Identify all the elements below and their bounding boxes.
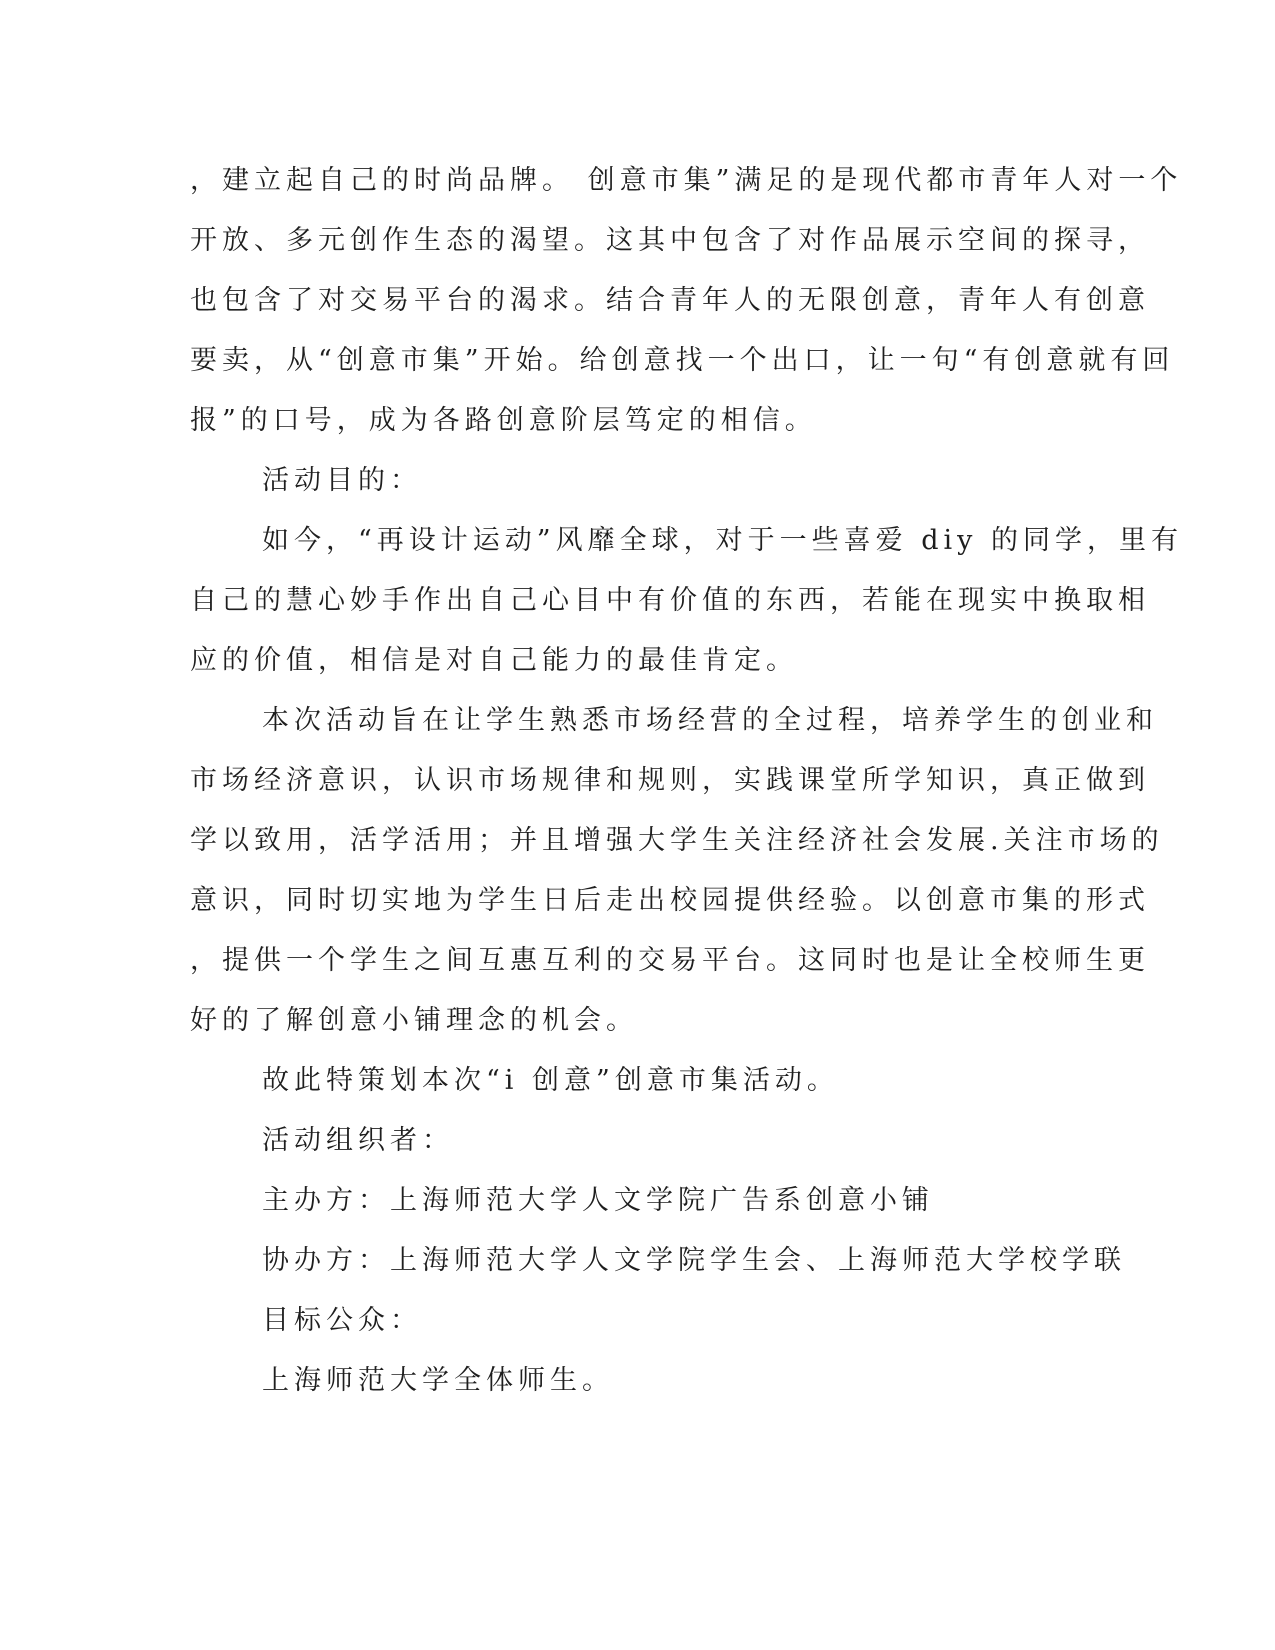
section-heading: 目标公众： (262, 1305, 422, 1336)
text-line: ，提供一个学生之间互惠互利的交易平台。这同时也是让全校师生更 (190, 945, 1150, 976)
text-line: 报”的口号，成为各路创意阶层笃定的相信。 (190, 405, 817, 436)
organizer-host: 主办方：上海师范大学人文学院广告系创意小铺 (262, 1185, 934, 1216)
text-line: ，建立起自己的时尚品牌。 创意市集”满足的是现代都市青年人对一个 (190, 165, 1183, 196)
section-heading: 活动组织者： (262, 1125, 454, 1156)
text-line: 自己的慧心妙手作出自己心目中有价值的东西，若能在现实中换取相 (190, 585, 1150, 616)
text-line: 故此特策划本次“i 创意”创意市集活动。 (262, 1065, 839, 1096)
text-line: 也包含了对交易平台的渴求。结合青年人的无限创意，青年人有创意 (190, 285, 1150, 316)
text-line: 开放、多元创作生态的渴望。这其中包含了对作品展示空间的探寻， (190, 225, 1150, 256)
text-line: 要卖，从“创意市集”开始。给创意找一个出口，让一句“有创意就有回 (190, 345, 1175, 376)
text-line: 本次活动旨在让学生熟悉市场经营的全过程，培养学生的创业和 (262, 705, 1158, 736)
text-line: 意识，同时切实地为学生日后走出校园提供经验。以创意市集的形式 (190, 885, 1150, 916)
section-heading: 活动目的： (262, 465, 422, 496)
organizer-cohost: 协办方：上海师范大学人文学院学生会、上海师范大学校学联 (262, 1245, 1126, 1276)
text-line: 应的价值，相信是对自己能力的最佳肯定。 (190, 645, 798, 676)
text-line: 市场经济意识，认识市场规律和规则，实践课堂所学知识，真正做到 (190, 765, 1150, 796)
text-line: 学以致用，活学活用；并且增强大学生关注经济社会发展.关注市场的 (190, 825, 1164, 856)
text-line: 上海师范大学全体师生。 (262, 1365, 614, 1396)
text-line: 如今，“再设计运动”风靡全球，对于一些喜爱 diy 的同学，里有 (262, 525, 1183, 556)
text-line: 好的了解创意小铺理念的机会。 (190, 1005, 638, 1036)
